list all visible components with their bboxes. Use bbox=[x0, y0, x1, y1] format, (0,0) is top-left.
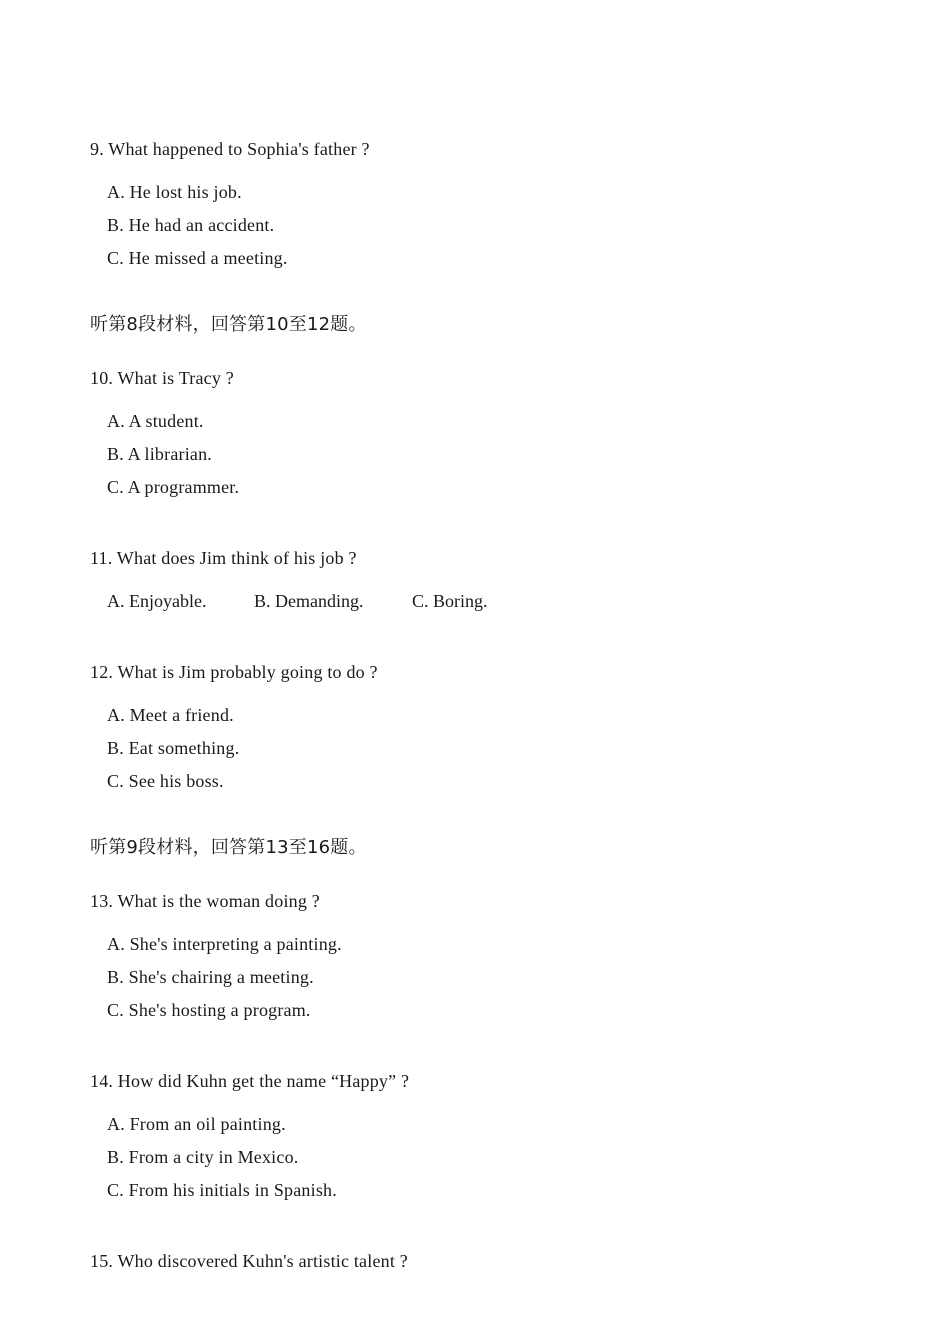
question-14: 14. How did Kuhn get the name “Happy” ? bbox=[90, 1071, 410, 1091]
option-10c: C. A programmer. bbox=[107, 477, 240, 497]
option-11b: B. Demanding. bbox=[254, 591, 364, 611]
option-11c: C. Boring. bbox=[412, 591, 488, 611]
question-10: 10. What is Tracy ? bbox=[90, 368, 234, 388]
question-13: 13. What is the woman doing ? bbox=[90, 891, 320, 911]
option-9c: C. He missed a meeting. bbox=[107, 248, 288, 268]
option-12c: C. See his boss. bbox=[107, 771, 224, 791]
option-12b: B. Eat something. bbox=[107, 738, 240, 758]
option-12a: A. Meet a friend. bbox=[107, 705, 234, 725]
option-14b: B. From a city in Mexico. bbox=[107, 1147, 299, 1167]
option-9a: A. He lost his job. bbox=[107, 182, 242, 202]
section-heading-9: 听第9段材料，回答第13至16题。 bbox=[90, 837, 367, 858]
option-13c: C. She's hosting a program. bbox=[107, 1000, 311, 1020]
question-12: 12. What is Jim probably going to do ? bbox=[90, 662, 378, 682]
option-9b: B. He had an accident. bbox=[107, 215, 275, 235]
option-13a: A. She's interpreting a painting. bbox=[107, 934, 342, 954]
option-14a: A. From an oil painting. bbox=[107, 1114, 286, 1134]
option-14c: C. From his initials in Spanish. bbox=[107, 1180, 337, 1200]
option-11a: A. Enjoyable. bbox=[107, 591, 207, 611]
question-9: 9. What happened to Sophia's father ? bbox=[90, 139, 370, 159]
question-11: 11. What does Jim think of his job ? bbox=[90, 548, 357, 568]
option-13b: B. She's chairing a meeting. bbox=[107, 967, 314, 987]
question-15: 15. Who discovered Kuhn's artistic talent ? bbox=[90, 1251, 408, 1271]
section-heading-8: 听第8段材料，回答第10至12题。 bbox=[90, 314, 367, 335]
option-10b: B. A librarian. bbox=[107, 444, 212, 464]
option-10a: A. A student. bbox=[107, 411, 204, 431]
